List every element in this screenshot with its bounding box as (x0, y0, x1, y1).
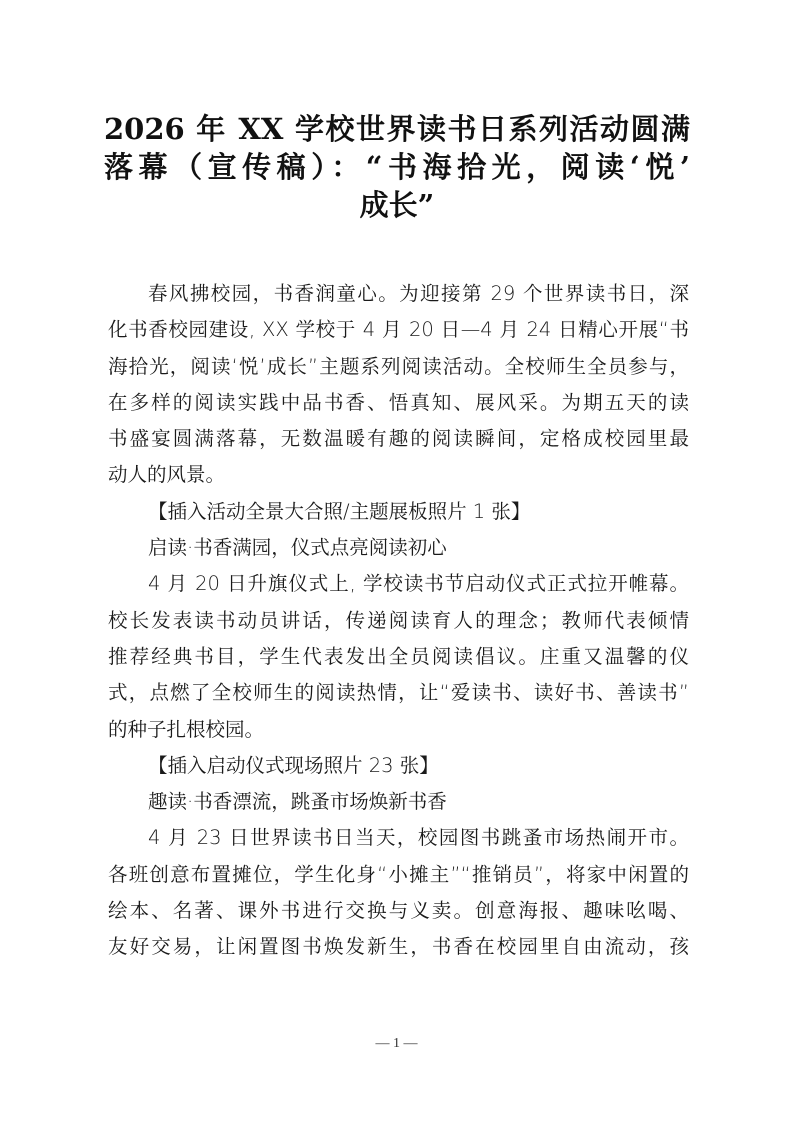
body-line: 在多样的阅读实践中品书香、悟真知、展风采。为期五天的读 (108, 390, 689, 414)
body-line: 式，点燃了全校师生的阅读热情，让“爱读书、读好书、善读书” (108, 681, 689, 705)
body-line: 春风拂校园，书香润童心。为迎接第 29 个世界读书日，深 (148, 282, 689, 305)
body-line: 绘本、名著、课外书进行交换与义卖。创意海报、趣味吆喝、 (108, 899, 689, 923)
photo-placeholder-note: 【插入启动仪式现场照片 23 张】 (148, 753, 439, 777)
body-line: 的种子扎根校园。 (108, 717, 265, 741)
section-heading: 启读·书香满园，仪式点亮阅读初心 (148, 536, 447, 560)
title-line-1: 2026 年 XX 学校世界读书日系列活动圆满 (104, 112, 690, 146)
body-line: 校长发表读书动员讲话，传递阅读育人的理念；教师代表倾情 (108, 608, 689, 632)
title-line-3: 成长” (359, 188, 435, 222)
body-line: 4 月 20 日升旗仪式上, 学校读书节启动仪式正式拉开帷幕。 (148, 572, 689, 596)
body-line: 推荐经典书目，学生代表发出全员阅读倡议。庄重又温馨的仪 (108, 644, 689, 668)
body-line: 海拾光，阅读‘悦’成长”主题系列阅读活动。全校师生全员参与， (108, 354, 689, 378)
photo-placeholder-note: 【插入活动全景大合照/主题展板照片 1 张】 (148, 499, 531, 523)
document-body (108, 276, 689, 966)
body-line: 化书香校园建设, XX 学校于 4 月 20 日—4 月 24 日精心开展“书 (108, 318, 689, 342)
body-line: 各班创意布置摊位，学生化身“小摊主”“推销员”，将家中闲置的 (108, 862, 689, 886)
body-line: 友好交易，让闲置图书焕发新生，书香在校园里自由流动，孩 (108, 935, 689, 959)
page-number: — 1 — (375, 1036, 418, 1051)
document-title (104, 110, 690, 224)
title-line-2: 落幕（宣传稿）：“书海拾光，阅读‘悦’ (104, 150, 690, 184)
body-line: 书盛宴圆满落幕，无数温暖有趣的阅读瞬间，定格成校园里最 (108, 427, 689, 451)
body-line: 动人的风景。 (108, 463, 226, 487)
body-line: 4 月 23 日世界读书日当天，校园图书跳蚤市场热闹开市。 (148, 826, 689, 850)
section-heading: 趣读·书香漂流，跳蚤市场焕新书香 (148, 790, 447, 814)
